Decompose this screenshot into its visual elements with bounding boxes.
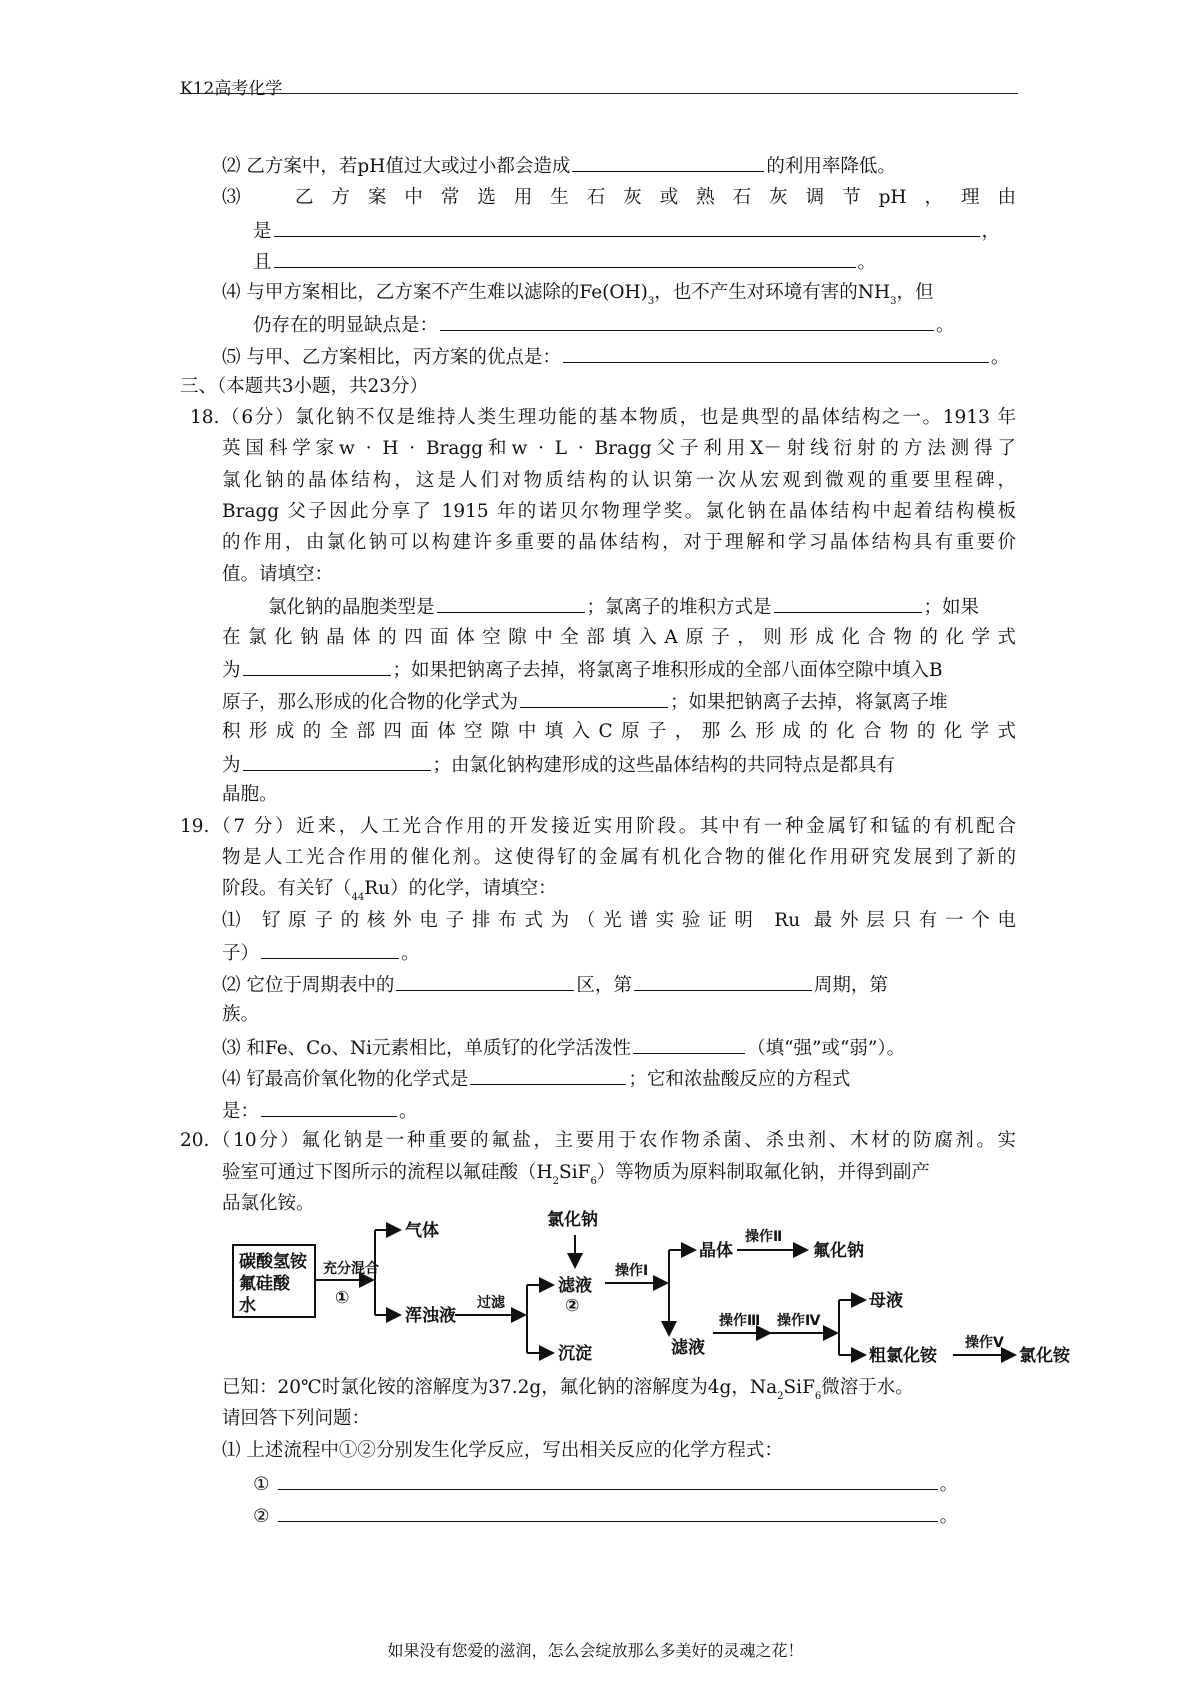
turbid-label: 浑浊液 <box>405 1306 456 1326</box>
q18-line1: 18.（6分）氯化钠不仅是维持人类生理功能的基本物质，也是典型的晶体结构之一。1913 年 <box>190 407 1016 428</box>
start-box-line2: 氟硅酸 <box>239 1274 290 1294</box>
q19-line4: ⑴ 钌原子的核外电子排布式为（光谱实验证明 Ru 最外层只有一个电 <box>222 910 1016 931</box>
section-title: 三、（本题共3小题，共23分） <box>180 376 429 397</box>
q19-line1: 19.（7 分）近来，人工光合作用的开发接近实用阶段。其中有一种金属钌和锰的有机配合 <box>180 816 1016 837</box>
q19-line6: ⑵ 它位于周期表中的 区，第 周期，第 <box>222 972 888 998</box>
q20-line1: 20.（10分）氟化钠是一种重要的氟盐，主要用于农作物杀菌、杀虫剂、木材的防腐剂。实 <box>180 1130 1016 1151</box>
page-header: K12高考化学 <box>180 79 283 99</box>
answer-blank[interactable] <box>634 972 812 991</box>
q20-line3: 品氯化铵。 <box>222 1193 315 1214</box>
start-box-line3: 水 <box>239 1296 256 1316</box>
q19-line9: ⑷ 钌最高价氧化物的化学式是 ；它和浓盐酸反应的方程式 <box>222 1066 850 1092</box>
filtrate-label: 滤液 <box>558 1276 592 1296</box>
page-footer: 如果没有您爱的滋润，怎么会绽放那么多美好的灵魂之花！ <box>387 1641 804 1660</box>
q18-line3: 氯化钠的晶体结构，这是人们对物质结构的认识第一次从宏观到微观的重要里程碑， <box>222 470 1016 491</box>
mother-label: 母液 <box>869 1291 903 1311</box>
q17-part2: ⑵ 乙方案中，若pH值过大或过小都会造成 的利用率降低。 <box>222 153 896 179</box>
q20-eq2: ② 。 <box>253 1503 958 1529</box>
q18-line12: 为 ；由氯化钠构建形成的这些晶体结构的共同特点是都具有 <box>222 752 895 778</box>
mix-label: 充分混合 <box>323 1261 379 1277</box>
answer-blank[interactable] <box>440 312 934 331</box>
answer-blank[interactable] <box>633 1035 745 1054</box>
answer-blank[interactable] <box>261 1098 397 1117</box>
q20-part1: ⑴ 上述流程中①②分别发生化学反应，写出相关反应的化学方程式： <box>222 1440 783 1461</box>
op4-label: 操作Ⅳ <box>777 1313 821 1329</box>
crystal-label: 晶体 <box>699 1241 733 1261</box>
q19-line5: 子） 。 <box>222 940 420 966</box>
q18-line8: 在氯化钠晶体的四面体空隙中全部填入A原子，则形成化合物的化学式 <box>222 627 1016 648</box>
q19-line7: 族。 <box>222 1004 260 1025</box>
answer-blank[interactable] <box>243 752 431 771</box>
step1-label: ① <box>335 1288 350 1308</box>
q17-part4-line2: 仍存在的明显缺点是： 。 <box>253 312 955 338</box>
q19-line10: 是： 。 <box>222 1098 418 1124</box>
q18-line9: 为 ；如果把钠离子去掉，将氯离子堆积形成的全部八面体空隙中填入B <box>222 657 943 683</box>
answer-blank[interactable] <box>520 689 668 708</box>
filtrate2-label: 滤液 <box>671 1338 705 1358</box>
q17-part5: ⑸ 与甲、乙方案相比，丙方案的优点是： 。 <box>222 344 1009 370</box>
answer-blank[interactable] <box>278 1503 938 1522</box>
gas-label: 气体 <box>405 1221 439 1241</box>
q18-line6: 值。请填空： <box>222 564 334 585</box>
q19-line3: 阶段。有关钌$(_{44}Ru)$的化学，请填空： <box>222 878 557 903</box>
q18-line13: 晶胞。 <box>222 784 278 805</box>
answer-blank[interactable] <box>274 249 856 268</box>
answer-blank[interactable] <box>278 1471 938 1490</box>
op1-label: 操作Ⅰ <box>615 1263 649 1279</box>
q19-line8: ⑶ 和Fe、Co、Ni元素相比，单质钌的化学活泼性 （填“强”或“弱”）。 <box>222 1035 905 1061</box>
filter-label: 过滤 <box>477 1295 505 1311</box>
answer-blank[interactable] <box>470 1066 626 1085</box>
answer-blank[interactable] <box>437 594 585 613</box>
op5-label: 操作Ⅴ <box>965 1335 1004 1351</box>
q17-part3-line2: 是 ， <box>253 218 1000 244</box>
answer-blank[interactable] <box>572 153 764 172</box>
q20-line2: 验室可通过下图所示的流程以氟硅酸$(H_2SiF_6)$等物质为原料制取氟化钠，并得到副产 <box>222 1162 930 1187</box>
nh4cl-label: 氯化铵 <box>1019 1346 1070 1365</box>
q18-line7: 氯化钠的晶胞类型是 ；氯离子的堆积方式是 ；如果 <box>268 594 979 620</box>
crude-label: 粗氯化铵 <box>869 1346 937 1365</box>
q17-part3: ⑶ 乙方案中常选用生石灰或熟石灰调节pH，理由 <box>222 187 1016 208</box>
answer-blank[interactable] <box>396 972 574 991</box>
q18-line11: 积形成的全部四面体空隙中填入C原子，那么形成的化合物的化学式 <box>222 721 1016 742</box>
q18-line5: 的作用，由氯化钠可以构建许多重要的晶体结构，对于理解和学习晶体结构具有重要价 <box>222 532 1016 553</box>
q18-line2: 英国科学家w · H · Bragg和w · L · Bragg父子利用X－射线衍射的方法测得了 <box>222 438 1016 459</box>
answer-blank[interactable] <box>274 218 980 237</box>
answer-blank[interactable] <box>243 657 391 676</box>
q20-known: 已知：20℃时氯化铵的溶解度为37.2g，氟化钠的溶解度为4g，$Na_2SiF_6$微溶于水。 <box>222 1377 914 1402</box>
q17-part4: ⑷ 与甲方案相比，乙方案不产生难以滤除的$Fe(OH)_3$，也不产生对环境有害的$NH_3$，但 <box>222 282 934 307</box>
op2-label: 操作Ⅱ <box>745 1229 783 1245</box>
q19-line2: 物是人工光合作用的催化剂。这使得钌的金属有机化合物的催化作用研究发展到了新的 <box>222 847 1016 868</box>
naf-label: 氟化钠 <box>813 1241 864 1261</box>
q20-ask: 请回答下列问题： <box>222 1408 371 1429</box>
nacl-label: 氯化钠 <box>547 1210 598 1230</box>
q20-eq1: ① 。 <box>253 1471 958 1497</box>
process-flowchart <box>225 1205 1095 1365</box>
precipitate-label: 沉淀 <box>558 1344 592 1364</box>
answer-blank[interactable] <box>563 344 989 363</box>
header-rule <box>180 93 1018 94</box>
q18-line4: Bragg 父子因此分享了 1915 年的诺贝尔物理学奖。氯化钠在晶体结构中起着结构模板 <box>222 501 1016 522</box>
q17-part3-line3: 且 。 <box>253 249 876 275</box>
step2-label: ② <box>565 1296 580 1316</box>
start-box-line1: 碳酸氢铵 <box>239 1252 307 1272</box>
op3-label: 操作Ⅲ <box>719 1313 761 1329</box>
answer-blank[interactable] <box>261 940 399 959</box>
q18-line10: 原子，那么形成的化合物的化学式为 ；如果把钠离子去掉，将氯离子堆 <box>222 689 948 715</box>
answer-blank[interactable] <box>774 594 922 613</box>
